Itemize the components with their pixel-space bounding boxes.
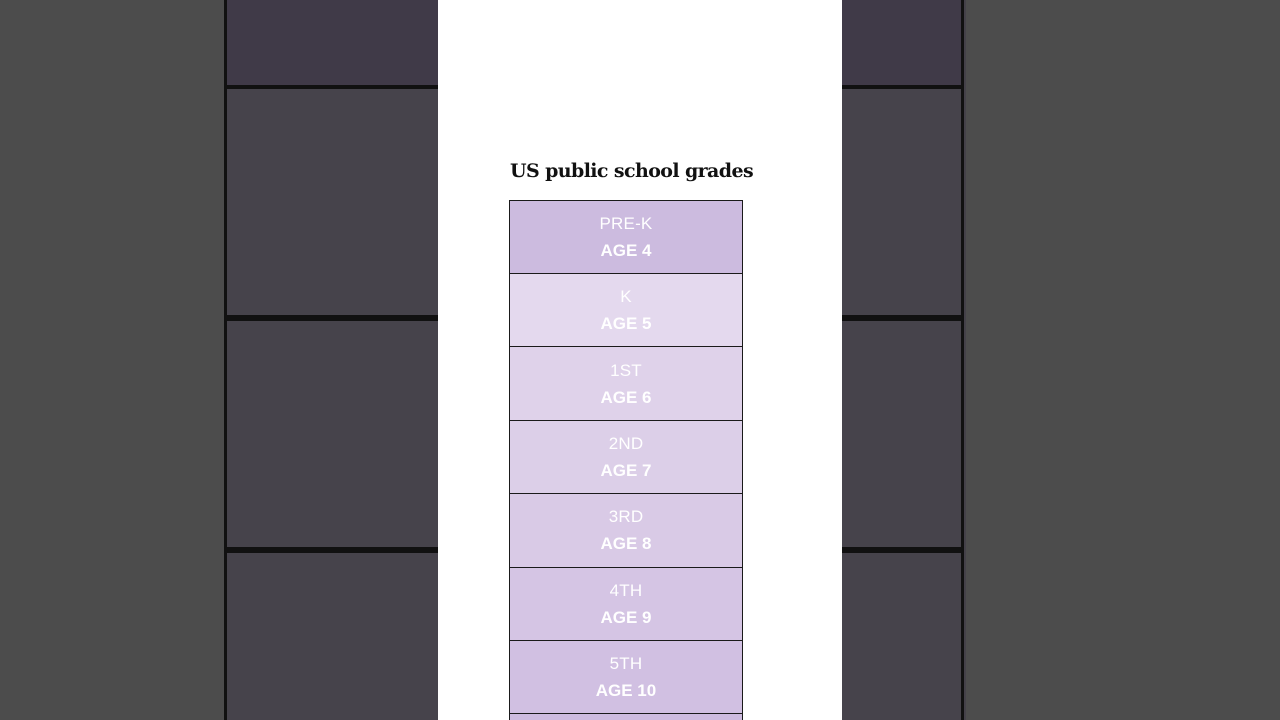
- grade-row: [509, 347, 743, 420]
- grade-row: [509, 641, 743, 714]
- grade-row: [509, 200, 743, 274]
- grade-age: AGE 6: [600, 387, 652, 407]
- grade-name: 1ST: [610, 360, 642, 380]
- grade-age: AGE 9: [600, 607, 652, 627]
- grade-row: [509, 421, 743, 494]
- grade-age: AGE 4: [600, 241, 652, 260]
- chart-title: US public school grades: [510, 160, 754, 182]
- grade-row: [509, 274, 743, 347]
- grade-row: [509, 714, 743, 720]
- grade-name: 4TH: [609, 580, 643, 600]
- grade-age: AGE 10: [595, 681, 657, 701]
- grade-age: AGE 5: [600, 314, 652, 334]
- grade-row: [509, 494, 743, 567]
- grade-age: AGE 7: [600, 460, 652, 480]
- content-panel: [438, 0, 842, 720]
- grade-name: PRE-K: [599, 214, 653, 233]
- grade-table: [509, 200, 743, 720]
- grade-row: [509, 568, 743, 641]
- grade-name: 5TH: [609, 654, 643, 674]
- grade-name: 2ND: [608, 433, 644, 453]
- grade-age: AGE 8: [600, 534, 652, 554]
- grade-name: K: [620, 287, 632, 307]
- grade-name: 3RD: [608, 507, 644, 527]
